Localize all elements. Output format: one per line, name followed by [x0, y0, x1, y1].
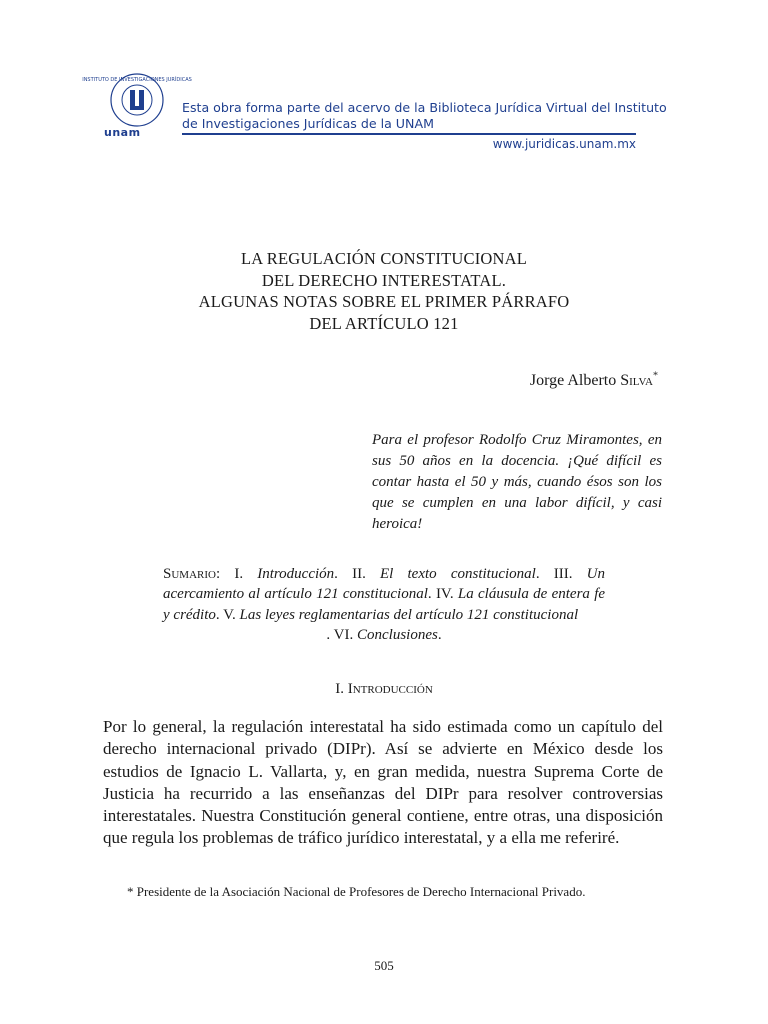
- page-number: 505: [374, 958, 394, 973]
- footnote: [103, 882, 663, 901]
- header-rule: [182, 133, 636, 135]
- body-paragraph: Por lo general, la regulación interestatal ha sido estimada como un capítulo del derecho internacional privado (DIPr). Así se advierte en México desde los estudios de Ignacio L. Vallarta, y, en gran medida, nuestra Suprema Corte de Justicia ha recurrido a las enseñanzas del DIPr para resolver controversias interestatales. Nuestra Constitución general contiene, entre otras, una disposición que regula los problemas de tráfico jurídico interestatal, y a ella me referiré.: [103, 717, 663, 848]
- dedication: Para el profesor Rodolfo Cruz Miramontes, en sus 50 años en la docencia. ¡Qué difícil es contar hasta el 50 y más, cuando ésos son los que se cumplen en una labor difícil, y casi heroica!: [372, 432, 662, 532]
- footnote-text: Presidente de la Asociación Nacional de Profesores de Derecho Internacional Privado.: [136, 884, 586, 899]
- summary-last-line: . VI. Conclusiones.: [326, 626, 442, 643]
- summary-num: I: [234, 566, 240, 582]
- summary-num: V: [223, 606, 233, 623]
- section-title: Introducción: [347, 681, 433, 697]
- header-line-1: Esta obra forma parte del acervo de la Biblioteca Jurídica Virtual del Instituto: [182, 100, 667, 115]
- header-line-2: de Investigaciones Jurídicas de la UNAM: [182, 116, 434, 131]
- logo-wordmark: unam: [104, 126, 141, 139]
- author-name: [530, 372, 658, 390]
- logo-ring-text: INSTITUTO DE INVESTIGACIONES JURÍDICAS: [82, 77, 192, 83]
- summary-num: VI: [333, 626, 350, 643]
- header-url-link[interactable]: www.juridicas.unam.mx: [492, 137, 636, 151]
- title-line: DEL ARTÍCULO 121: [309, 313, 459, 333]
- author-footnote-marker[interactable]: *: [653, 370, 658, 382]
- summary-num: IV: [435, 586, 450, 603]
- author-given: Jorge Alberto: [529, 372, 621, 389]
- title-line: LA REGULACIÓN CONSTITUCIONAL: [240, 249, 528, 268]
- title-line: DEL DERECHO INTERESTATAL.: [261, 270, 507, 290]
- summary-item: Conclusiones: [356, 626, 438, 643]
- summary-item: La cláusula de entera fe y crédito: [163, 586, 606, 623]
- article-title: [0, 248, 768, 334]
- summary-item: Introducción: [257, 566, 335, 582]
- summary-num: II: [352, 566, 363, 582]
- summary: Sumario: I. Introducción. II. El texto constitucional. III. Un acercamiento al artículo 121 constitucional. IV. La cláusula de entera fe y crédito. V. Las leyes reglamentarias del artículo 121 constitucional . VI. Conclusiones.: [163, 564, 605, 645]
- author-surname: Silva: [620, 372, 653, 389]
- library-header: [82, 70, 667, 160]
- footnote-marker: *: [127, 884, 134, 899]
- title-line: ALGUNAS NOTAS SOBRE EL PRIMER PÁRRAFO: [198, 292, 570, 311]
- summary-num: III: [553, 566, 569, 582]
- summary-label: Sumario: [163, 566, 216, 582]
- section-heading: [0, 681, 768, 698]
- summary-item: El texto constitucional: [380, 566, 536, 582]
- summary-item: Las leyes reglamentarias del artículo 121 constitucional: [239, 606, 579, 623]
- summary-item: Un acercamiento al artículo 121 constitucional: [163, 566, 606, 603]
- section-number: I.: [335, 681, 348, 697]
